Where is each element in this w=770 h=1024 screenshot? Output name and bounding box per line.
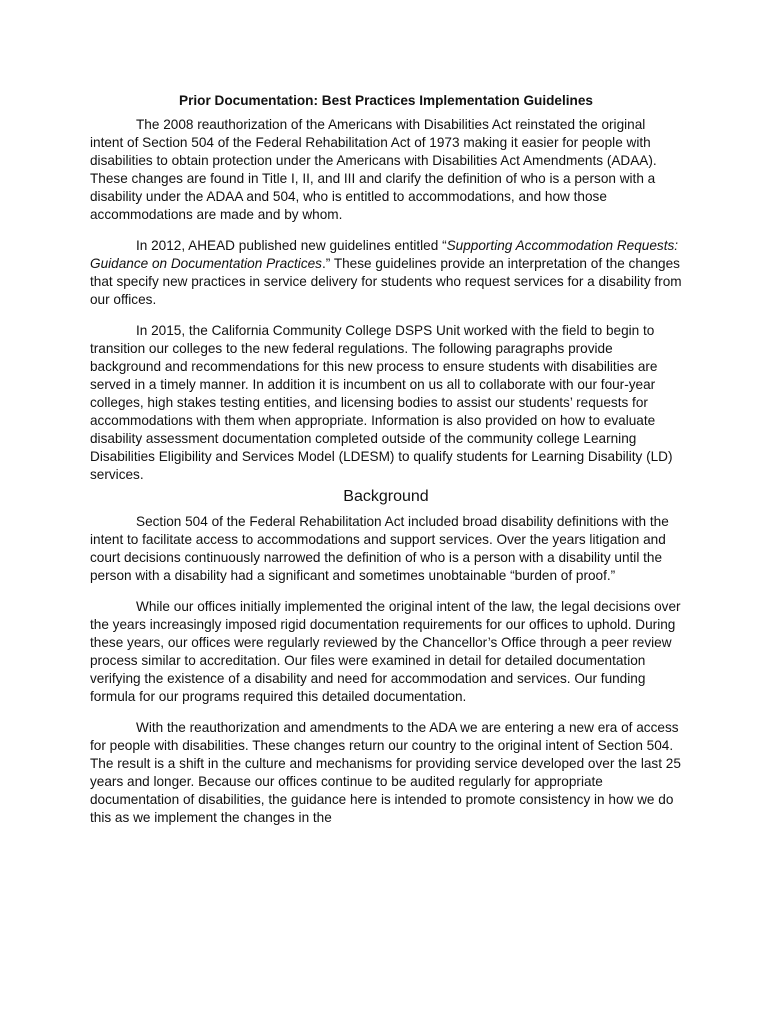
guidelines-title-italic: Supporting Accommodation Requests: Guidance on Documentation Practices <box>90 238 679 271</box>
section-heading-background: Background <box>343 488 429 505</box>
paragraph-new-era: With the reauthorization and amendments to the ADA we are entering a new era of access for people with disabilities. These changes return our country to the original intent of Section 504. The result is a shift in the culture and mechanisms for providing service developed over the last 25 years and longer. Because our offices continue to be audited regularly for appropriate documentation of disabilities, the guidance here is intended to promote consistency in how we do this as we implement the changes in the <box>90 720 681 825</box>
paragraph-offices-history: While our offices initially implemented the original intent of the law, the legal decisions over the years increasingly imposed rigid documentation requirements for our offices to uphold. During these years, our offices were regularly reviewed by the Chancellor’s Office through a peer review process similar to accreditation. Our files were examined in detail for detailed documentation verifying the existence of a disability and need for accommodation and services. Our funding formula for our programs required this detailed documentation. <box>90 599 681 704</box>
document-page <box>90 92 682 840</box>
paragraph-section-504: Section 504 of the Federal Rehabilitation Act included broad disability definitions with the intent to facilitate access to accommodations and support services. Over the years litigation and court decisions continuously narrowed the definition of who is a person with a disability until the person with a disability had a significant and sometimes unobtainable “burden of proof.” <box>90 514 669 583</box>
paragraph-dsps-transition: In 2015, the California Community College DSPS Unit worked with the field to begin to transition our colleges to the new federal regulations. The following paragraphs provide background and recommendations for this new process to ensure students with disabilities are served in a timely manner. In addition it is incumbent on us all to collaborate with our four-year colleges, high stakes testing entities, and licensing bodies to assist our students’ requests for accommodations with them when appropriate. Information is also provided on how to evaluate disability assessment documentation completed outside of the community college Learning Disabilities Eligibility and Services Model (LDESM) to qualify students for Learning Disability (LD) services. <box>90 323 673 482</box>
paragraph-ahead-text-before: In 2012, AHEAD published new guidelines entitled “ <box>136 238 447 253</box>
paragraph-reauthorization: The 2008 reauthorization of the Americans with Disabilities Act reinstated the original intent of Section 504 of the Federal Rehabilitation Act of 1973 making it easier for people with disabilities to obtain protection under the Americans with Disabilities Act Amendments (ADAA). These changes are found in Title I, II, and III and clarify the definition of who is a person with a disability under the ADAA and 504, who is entitled to accommodations, and how those accommodations are made and by whom. <box>90 117 657 222</box>
paragraph-ahead-guidelines <box>90 237 682 309</box>
document-title: Prior Documentation: Best Practices Implementation Guidelines <box>179 93 593 108</box>
paragraph-ahead-text-after: .” These guidelines provide an interpretation of the changes that specify new practices in service delivery for students who request services for a disability from our offices. <box>90 256 682 307</box>
